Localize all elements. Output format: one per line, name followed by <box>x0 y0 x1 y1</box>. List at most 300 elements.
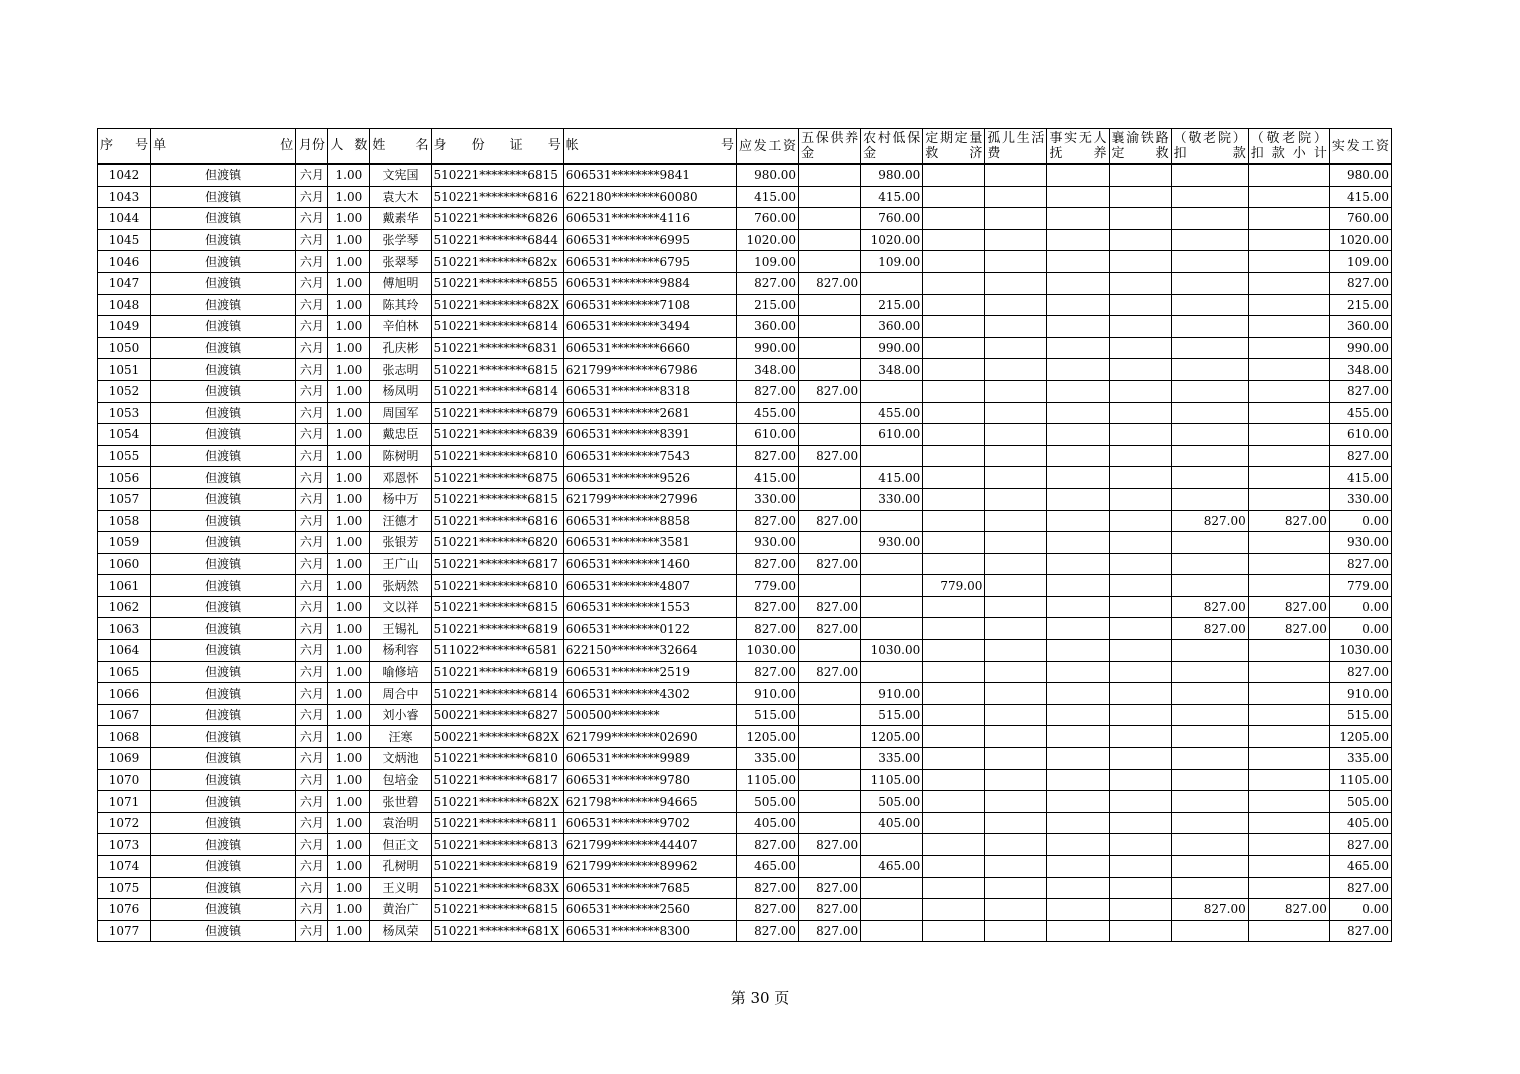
table-row <box>98 467 1392 489</box>
table-row <box>98 683 1392 705</box>
cell-orphan <box>985 726 1047 748</box>
cell-wubao <box>799 316 861 338</box>
cell-due-wage: 415.00 <box>736 186 798 208</box>
cell-wubao <box>799 726 861 748</box>
cell-unit: 但渡镇 <box>151 294 296 316</box>
cell-unit: 但渡镇 <box>151 251 296 273</box>
cell-elder-deduct <box>1171 532 1248 554</box>
table-row <box>98 748 1392 770</box>
table-row <box>98 899 1392 921</box>
cell-month: 六月 <box>296 251 328 273</box>
cell-month: 六月 <box>296 445 328 467</box>
cell-name: 张学琴 <box>370 229 431 251</box>
cell-railway-relief <box>1109 532 1171 554</box>
cell-count: 1.00 <box>328 596 370 618</box>
cell-due-wage: 827.00 <box>736 596 798 618</box>
cell-due-wage: 505.00 <box>736 791 798 813</box>
header-fixed-relief: 定期定量救济 <box>923 129 985 165</box>
cell-account: 621799********27996 <box>563 488 736 510</box>
cell-due-wage: 348.00 <box>736 359 798 381</box>
cell-railway-relief <box>1109 596 1171 618</box>
table-row <box>98 424 1392 446</box>
cell-name: 邓恩怀 <box>370 467 431 489</box>
cell-month: 六月 <box>296 272 328 294</box>
cell-id: 510221********6875 <box>431 467 563 489</box>
cell-seq: 1059 <box>98 532 151 554</box>
cell-id: 510221********6820 <box>431 532 563 554</box>
cell-railway-relief <box>1109 553 1171 575</box>
cell-unit: 但渡镇 <box>151 683 296 705</box>
cell-account: 621799********89962 <box>563 856 736 878</box>
cell-month: 六月 <box>296 510 328 532</box>
cell-fixed-relief <box>923 424 985 446</box>
cell-railway-relief <box>1109 791 1171 813</box>
cell-month: 六月 <box>296 575 328 597</box>
cell-elder-deduct <box>1171 359 1248 381</box>
cell-month: 六月 <box>296 812 328 834</box>
cell-elder-deduct <box>1171 640 1248 662</box>
cell-dibao: 405.00 <box>861 812 923 834</box>
cell-count: 1.00 <box>328 294 370 316</box>
header-railway-relief: 襄渝铁路定救 <box>1109 129 1171 165</box>
table-row <box>98 208 1392 230</box>
table-row <box>98 251 1392 273</box>
header-dibao: 农村低保金 <box>861 129 923 165</box>
cell-seq: 1049 <box>98 316 151 338</box>
cell-elder-deduct <box>1171 920 1248 942</box>
cell-seq: 1060 <box>98 553 151 575</box>
cell-wubao: 827.00 <box>799 596 861 618</box>
cell-elder-deduct <box>1171 791 1248 813</box>
cell-seq: 1071 <box>98 791 151 813</box>
cell-dibao <box>861 575 923 597</box>
cell-seq: 1064 <box>98 640 151 662</box>
cell-fixed-relief <box>923 467 985 489</box>
table-row <box>98 726 1392 748</box>
cell-id: 510221********6810 <box>431 748 563 770</box>
cell-due-wage: 455.00 <box>736 402 798 424</box>
cell-orphan <box>985 661 1047 683</box>
cell-account: 606531********7685 <box>563 877 736 899</box>
cell-unit: 但渡镇 <box>151 445 296 467</box>
cell-orphan <box>985 229 1047 251</box>
cell-name: 张银芳 <box>370 532 431 554</box>
cell-dibao: 335.00 <box>861 748 923 770</box>
cell-month: 六月 <box>296 769 328 791</box>
cell-fixed-relief <box>923 186 985 208</box>
cell-de-facto-orphan <box>1047 726 1109 748</box>
cell-account: 606531********9526 <box>563 467 736 489</box>
cell-railway-relief <box>1109 704 1171 726</box>
cell-orphan <box>985 640 1047 662</box>
cell-net-wage: 0.00 <box>1329 899 1391 921</box>
cell-wubao <box>799 791 861 813</box>
cell-name: 周合中 <box>370 683 431 705</box>
cell-count: 1.00 <box>328 208 370 230</box>
cell-count: 1.00 <box>328 553 370 575</box>
cell-orphan <box>985 164 1047 186</box>
cell-de-facto-orphan <box>1047 467 1109 489</box>
cell-dibao: 610.00 <box>861 424 923 446</box>
cell-de-facto-orphan <box>1047 618 1109 640</box>
cell-due-wage: 910.00 <box>736 683 798 705</box>
cell-wubao <box>799 640 861 662</box>
cell-count: 1.00 <box>328 834 370 856</box>
cell-month: 六月 <box>296 488 328 510</box>
cell-due-wage: 415.00 <box>736 467 798 489</box>
cell-dibao: 415.00 <box>861 186 923 208</box>
cell-id: 500221********682X <box>431 726 563 748</box>
cell-dibao <box>861 510 923 532</box>
cell-elder-deduct <box>1171 488 1248 510</box>
table-row <box>98 229 1392 251</box>
cell-elder-deduct-subtotal <box>1248 272 1329 294</box>
cell-wubao <box>799 748 861 770</box>
cell-unit: 但渡镇 <box>151 164 296 186</box>
cell-count: 1.00 <box>328 704 370 726</box>
cell-account: 606531********4302 <box>563 683 736 705</box>
cell-month: 六月 <box>296 294 328 316</box>
cell-id: 500221********6827 <box>431 704 563 726</box>
cell-account: 606531********4807 <box>563 575 736 597</box>
cell-month: 六月 <box>296 208 328 230</box>
cell-de-facto-orphan <box>1047 337 1109 359</box>
cell-fixed-relief <box>923 294 985 316</box>
cell-count: 1.00 <box>328 748 370 770</box>
cell-count: 1.00 <box>328 920 370 942</box>
cell-fixed-relief <box>923 229 985 251</box>
cell-wubao: 827.00 <box>799 877 861 899</box>
cell-account: 621799********02690 <box>563 726 736 748</box>
cell-railway-relief <box>1109 618 1171 640</box>
header-elder-deduct: （敬老院）扣款 <box>1171 129 1248 165</box>
table-row <box>98 769 1392 791</box>
cell-dibao: 930.00 <box>861 532 923 554</box>
cell-fixed-relief <box>923 640 985 662</box>
cell-count: 1.00 <box>328 640 370 662</box>
cell-elder-deduct-subtotal <box>1248 488 1329 510</box>
cell-month: 六月 <box>296 424 328 446</box>
cell-de-facto-orphan <box>1047 748 1109 770</box>
cell-id: 510221********6814 <box>431 683 563 705</box>
cell-dibao: 505.00 <box>861 791 923 813</box>
cell-dibao: 515.00 <box>861 704 923 726</box>
cell-wubao <box>799 769 861 791</box>
cell-dibao: 760.00 <box>861 208 923 230</box>
cell-fixed-relief <box>923 510 985 532</box>
cell-due-wage: 610.00 <box>736 424 798 446</box>
cell-account: 606531********2681 <box>563 402 736 424</box>
cell-orphan <box>985 424 1047 446</box>
cell-orphan <box>985 834 1047 856</box>
cell-unit: 但渡镇 <box>151 769 296 791</box>
cell-railway-relief <box>1109 337 1171 359</box>
table-row <box>98 488 1392 510</box>
cell-month: 六月 <box>296 640 328 662</box>
cell-net-wage: 1205.00 <box>1329 726 1391 748</box>
cell-railway-relief <box>1109 186 1171 208</box>
cell-elder-deduct-subtotal <box>1248 769 1329 791</box>
header-account: 帐 号 <box>563 129 736 165</box>
cell-elder-deduct <box>1171 337 1248 359</box>
cell-fixed-relief <box>923 704 985 726</box>
cell-wubao <box>799 294 861 316</box>
cell-unit: 但渡镇 <box>151 380 296 402</box>
cell-net-wage: 980.00 <box>1329 164 1391 186</box>
cell-elder-deduct-subtotal: 827.00 <box>1248 596 1329 618</box>
cell-fixed-relief <box>923 359 985 381</box>
cell-name: 孔庆彬 <box>370 337 431 359</box>
cell-orphan <box>985 769 1047 791</box>
cell-orphan <box>985 899 1047 921</box>
cell-month: 六月 <box>296 402 328 424</box>
cell-orphan <box>985 704 1047 726</box>
cell-name: 王义明 <box>370 877 431 899</box>
cell-dibao <box>861 445 923 467</box>
cell-orphan <box>985 748 1047 770</box>
cell-month: 六月 <box>296 553 328 575</box>
cell-elder-deduct-subtotal <box>1248 164 1329 186</box>
cell-unit: 但渡镇 <box>151 337 296 359</box>
cell-month: 六月 <box>296 726 328 748</box>
cell-elder-deduct: 827.00 <box>1171 596 1248 618</box>
cell-account: 622150********32664 <box>563 640 736 662</box>
cell-dibao: 465.00 <box>861 856 923 878</box>
cell-net-wage: 348.00 <box>1329 359 1391 381</box>
cell-unit: 但渡镇 <box>151 726 296 748</box>
cell-due-wage: 827.00 <box>736 553 798 575</box>
cell-dibao <box>861 920 923 942</box>
cell-orphan <box>985 467 1047 489</box>
cell-seq: 1058 <box>98 510 151 532</box>
payroll-table <box>97 128 1392 942</box>
cell-wubao: 827.00 <box>799 445 861 467</box>
cell-seq: 1053 <box>98 402 151 424</box>
table-row <box>98 704 1392 726</box>
cell-elder-deduct <box>1171 769 1248 791</box>
cell-elder-deduct-subtotal <box>1248 748 1329 770</box>
cell-de-facto-orphan <box>1047 575 1109 597</box>
cell-dibao: 415.00 <box>861 467 923 489</box>
cell-seq: 1045 <box>98 229 151 251</box>
cell-net-wage: 455.00 <box>1329 402 1391 424</box>
cell-count: 1.00 <box>328 899 370 921</box>
cell-unit: 但渡镇 <box>151 661 296 683</box>
cell-name: 杨凤荣 <box>370 920 431 942</box>
cell-count: 1.00 <box>328 467 370 489</box>
cell-net-wage: 215.00 <box>1329 294 1391 316</box>
cell-dibao <box>861 877 923 899</box>
header-count: 人 数 <box>328 129 370 165</box>
cell-month: 六月 <box>296 186 328 208</box>
cell-de-facto-orphan <box>1047 532 1109 554</box>
cell-unit: 但渡镇 <box>151 553 296 575</box>
cell-elder-deduct-subtotal <box>1248 424 1329 446</box>
table-row <box>98 510 1392 532</box>
cell-seq: 1061 <box>98 575 151 597</box>
cell-fixed-relief <box>923 618 985 640</box>
cell-elder-deduct <box>1171 294 1248 316</box>
cell-due-wage: 827.00 <box>736 272 798 294</box>
cell-id: 510221********6855 <box>431 272 563 294</box>
cell-seq: 1051 <box>98 359 151 381</box>
cell-elder-deduct <box>1171 316 1248 338</box>
cell-name: 汪德才 <box>370 510 431 532</box>
cell-due-wage: 827.00 <box>736 380 798 402</box>
cell-elder-deduct-subtotal <box>1248 445 1329 467</box>
cell-orphan <box>985 791 1047 813</box>
cell-due-wage: 405.00 <box>736 812 798 834</box>
table-row <box>98 402 1392 424</box>
cell-wubao <box>799 856 861 878</box>
cell-id: 510221********6817 <box>431 553 563 575</box>
cell-elder-deduct-subtotal <box>1248 402 1329 424</box>
cell-unit: 但渡镇 <box>151 640 296 662</box>
cell-name: 辛伯林 <box>370 316 431 338</box>
cell-id: 510221********6879 <box>431 402 563 424</box>
cell-name: 袁治明 <box>370 812 431 834</box>
cell-de-facto-orphan <box>1047 920 1109 942</box>
cell-elder-deduct-subtotal <box>1248 575 1329 597</box>
cell-railway-relief <box>1109 748 1171 770</box>
cell-name: 但正文 <box>370 834 431 856</box>
cell-due-wage: 827.00 <box>736 445 798 467</box>
cell-orphan <box>985 337 1047 359</box>
cell-dibao <box>861 661 923 683</box>
cell-seq: 1073 <box>98 834 151 856</box>
cell-orphan <box>985 920 1047 942</box>
cell-id: 510221********6816 <box>431 510 563 532</box>
cell-net-wage: 610.00 <box>1329 424 1391 446</box>
cell-account: 606531********9841 <box>563 164 736 186</box>
cell-net-wage: 827.00 <box>1329 661 1391 683</box>
cell-unit: 但渡镇 <box>151 316 296 338</box>
cell-elder-deduct <box>1171 856 1248 878</box>
cell-railway-relief <box>1109 575 1171 597</box>
cell-account: 606531********6795 <box>563 251 736 273</box>
cell-count: 1.00 <box>328 164 370 186</box>
table-row <box>98 812 1392 834</box>
cell-fixed-relief <box>923 834 985 856</box>
cell-net-wage: 505.00 <box>1329 791 1391 813</box>
cell-id: 510221********6815 <box>431 164 563 186</box>
cell-account: 606531********9702 <box>563 812 736 834</box>
cell-due-wage: 930.00 <box>736 532 798 554</box>
cell-wubao: 827.00 <box>799 661 861 683</box>
cell-fixed-relief <box>923 769 985 791</box>
cell-elder-deduct-subtotal <box>1248 251 1329 273</box>
cell-name: 杨凤明 <box>370 380 431 402</box>
table-row <box>98 834 1392 856</box>
cell-de-facto-orphan <box>1047 704 1109 726</box>
cell-month: 六月 <box>296 380 328 402</box>
cell-unit: 但渡镇 <box>151 186 296 208</box>
cell-name: 袁大木 <box>370 186 431 208</box>
cell-month: 六月 <box>296 877 328 899</box>
cell-orphan <box>985 402 1047 424</box>
cell-wubao: 827.00 <box>799 899 861 921</box>
cell-de-facto-orphan <box>1047 208 1109 230</box>
cell-unit: 但渡镇 <box>151 510 296 532</box>
cell-elder-deduct <box>1171 467 1248 489</box>
cell-wubao: 827.00 <box>799 272 861 294</box>
cell-elder-deduct-subtotal <box>1248 791 1329 813</box>
cell-name: 文炳池 <box>370 748 431 770</box>
cell-due-wage: 1205.00 <box>736 726 798 748</box>
cell-de-facto-orphan <box>1047 856 1109 878</box>
cell-dibao: 910.00 <box>861 683 923 705</box>
header-id: 身 份 证 号 <box>431 129 563 165</box>
cell-dibao <box>861 899 923 921</box>
table-row <box>98 791 1392 813</box>
cell-seq: 1074 <box>98 856 151 878</box>
cell-id: 510221********6810 <box>431 575 563 597</box>
cell-fixed-relief <box>923 791 985 813</box>
cell-wubao: 827.00 <box>799 618 861 640</box>
cell-month: 六月 <box>296 704 328 726</box>
cell-account: 606531********8858 <box>563 510 736 532</box>
cell-account: 606531********1460 <box>563 553 736 575</box>
header-row <box>98 129 1392 165</box>
cell-orphan <box>985 186 1047 208</box>
cell-count: 1.00 <box>328 359 370 381</box>
cell-de-facto-orphan <box>1047 380 1109 402</box>
cell-dibao: 215.00 <box>861 294 923 316</box>
cell-orphan <box>985 488 1047 510</box>
cell-id: 510221********681X <box>431 920 563 942</box>
cell-wubao <box>799 208 861 230</box>
cell-net-wage: 1020.00 <box>1329 229 1391 251</box>
cell-unit: 但渡镇 <box>151 618 296 640</box>
cell-elder-deduct-subtotal: 827.00 <box>1248 618 1329 640</box>
header-due-wage: 应发工资 <box>736 129 798 165</box>
cell-unit: 但渡镇 <box>151 856 296 878</box>
cell-net-wage: 827.00 <box>1329 445 1391 467</box>
cell-orphan <box>985 251 1047 273</box>
cell-fixed-relief <box>923 661 985 683</box>
cell-elder-deduct-subtotal <box>1248 337 1329 359</box>
cell-wubao <box>799 402 861 424</box>
cell-de-facto-orphan <box>1047 294 1109 316</box>
cell-due-wage: 330.00 <box>736 488 798 510</box>
cell-due-wage: 215.00 <box>736 294 798 316</box>
cell-name: 傅旭明 <box>370 272 431 294</box>
cell-orphan <box>985 380 1047 402</box>
cell-elder-deduct <box>1171 380 1248 402</box>
cell-count: 1.00 <box>328 791 370 813</box>
cell-id: 510221********6819 <box>431 661 563 683</box>
cell-dibao: 348.00 <box>861 359 923 381</box>
cell-seq: 1062 <box>98 596 151 618</box>
cell-railway-relief <box>1109 661 1171 683</box>
cell-month: 六月 <box>296 618 328 640</box>
cell-orphan <box>985 877 1047 899</box>
cell-account: 606531********9989 <box>563 748 736 770</box>
cell-unit: 但渡镇 <box>151 208 296 230</box>
cell-account: 606531********6995 <box>563 229 736 251</box>
cell-elder-deduct-subtotal <box>1248 467 1329 489</box>
cell-due-wage: 1030.00 <box>736 640 798 662</box>
cell-orphan <box>985 856 1047 878</box>
cell-elder-deduct-subtotal <box>1248 683 1329 705</box>
table-row <box>98 272 1392 294</box>
cell-account: 621798********94665 <box>563 791 736 813</box>
cell-orphan <box>985 812 1047 834</box>
cell-month: 六月 <box>296 596 328 618</box>
table-row <box>98 337 1392 359</box>
cell-seq: 1066 <box>98 683 151 705</box>
cell-net-wage: 1030.00 <box>1329 640 1391 662</box>
